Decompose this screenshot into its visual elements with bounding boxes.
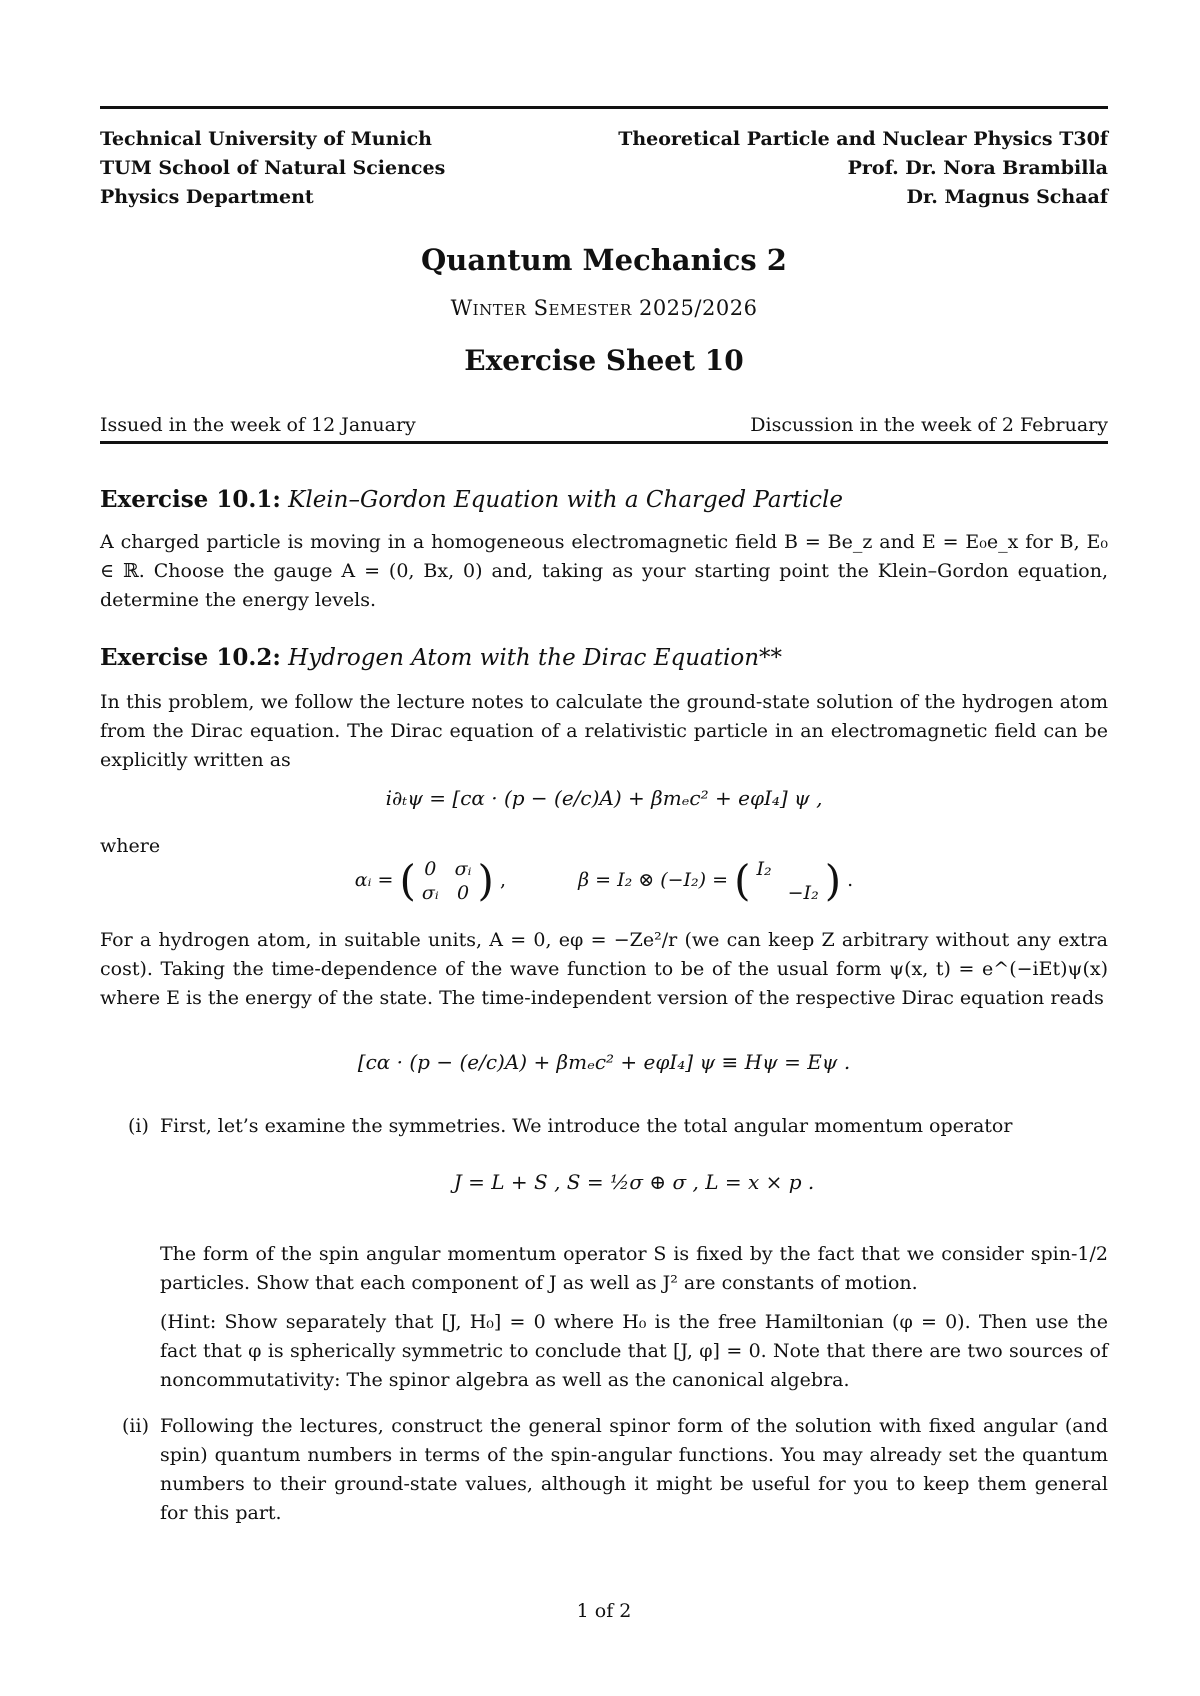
beta-text: β = I₂ ⊗ (−I₂) =: [578, 869, 729, 891]
issued-date: Issued in the week of 12 January: [100, 414, 416, 436]
exercise-2-title: Hydrogen Atom with the Dirac Equation**: [288, 645, 783, 671]
beta-matrix-cell: −I₂: [787, 882, 819, 904]
exercise-2-heading: [100, 644, 1108, 671]
time-independent-dirac-equation: [cα · (p − (e/c)A) + βmₑc² + eφI₄] ψ ≡ Hψ = Eψ .: [357, 1050, 851, 1074]
exercise-1-body: A charged particle is moving in a homogeneous electromagnetic field B = Be_z and E = E₀e_x for B, E₀ ∈ ℝ. Choose the gauge A = (0, Bx, 0) and, taking as your starting point the Klein–Gordon equation, determine the energy levels.: [100, 531, 1108, 611]
alpha-matrix-cell: 0: [457, 882, 470, 904]
university-name: Technical University of Munich: [100, 128, 432, 150]
hydrogen-paragraph: For a hydrogen atom, in suitable units, A = 0, eφ = −Ze²/r (we can keep Z arbitrary without any extra cost). Taking the time-dependence of the wave function to be of the usual form ψ(x, t) = e^(−iEt)ψ(x) where E is the energy of the state. The time-independent version of the respective Dirac equation reads: [100, 929, 1108, 1009]
professor-name: Prof. Dr. Nora Brambilla: [847, 157, 1108, 179]
dates-rule: [100, 441, 1108, 444]
department-name: Physics Department: [100, 186, 314, 208]
alpha-matrix: [422, 858, 472, 904]
dirac-equation: i∂ₜψ = [cα · (p − (e/c)A) + βmₑc² + eφI₄] ψ ,: [385, 786, 823, 810]
part-i-text-2: The form of the spin angular momentum operator S is fixed by the fact that we consider spin-1/2 particles. Show that each component of J as well as J² are constants of motion.: [160, 1243, 1108, 1294]
beta-matrix-cell: I₂: [756, 858, 772, 880]
part-i-text: First, let’s examine the symmetries. We introduce the total angular momentum operator: [160, 1115, 1013, 1137]
institution-block: [100, 125, 445, 212]
alpha-lhs: αᵢ =: [354, 869, 394, 891]
beta-matrix-cell: [757, 882, 772, 904]
top-rule: [100, 106, 1108, 109]
beta-matrix: [757, 858, 819, 904]
angular-momentum-equation: J = L + S , S = ½σ ⊕ σ , L = x × p .: [453, 1170, 815, 1194]
course-title: Quantum Mechanics 2: [421, 243, 787, 277]
part-i-label: (i): [128, 1115, 149, 1137]
dates-row: [100, 414, 1108, 436]
page-number: 1 of 2: [576, 1600, 632, 1622]
part-ii-label: (ii): [122, 1415, 149, 1437]
chair-block: [618, 125, 1108, 212]
beta-matrix-cell: [788, 858, 819, 880]
exercise-1-heading: [100, 486, 1108, 513]
exercise-2-number: Exercise 10.2:: [100, 644, 281, 671]
where-label: where: [100, 835, 161, 857]
sheet-title: Exercise Sheet 10: [464, 344, 744, 377]
exercise-2-intro: In this problem, we follow the lecture notes to calculate the ground-state solution of the hydrogen atom from the Dirac equation. The Dirac equation of a relativistic particle in an electromagnetic field can be explicitly written as: [100, 691, 1108, 771]
matrix-definitions: αᵢ = ( 0 σᵢ σᵢ 0 ) , β = I₂ ⊗ (−I₂) = ( I₂ −I₂ ) .: [354, 856, 854, 905]
semester: Winter Semester 2025/2026: [450, 296, 758, 320]
exercise-1-title: Klein–Gordon Equation with a Charged Particle: [288, 487, 844, 513]
school-name: TUM School of Natural Sciences: [100, 157, 446, 179]
alpha-matrix-cell: 0: [424, 858, 437, 880]
alpha-matrix-cell: σᵢ: [421, 882, 439, 904]
assistant-name: Dr. Magnus Schaaf: [906, 186, 1108, 208]
alpha-matrix-cell: σᵢ: [454, 858, 472, 880]
discussion-date: Discussion in the week of 2 February: [750, 414, 1108, 436]
chair-name: Theoretical Particle and Nuclear Physics T30f: [618, 128, 1108, 150]
exercise-1-number: Exercise 10.1:: [100, 486, 281, 513]
part-ii-text: Following the lectures, construct the general spinor form of the solution with fixed angular (and spin) quantum numbers in terms of the spin-angular functions. You may already set the quantum numbers to their ground-state values, although it might be useful for you to keep them general for this part.: [160, 1415, 1108, 1524]
part-i-hint: (Hint: Show separately that [J, H₀] = 0 where H₀ is the free Hamiltonian (φ = 0). Then use the fact that φ is spherically symmetric to conclude that [J, φ] = 0. Note that there are two sources of noncommutativity: The spinor algebra as well as the canonical algebra.: [160, 1311, 1108, 1391]
